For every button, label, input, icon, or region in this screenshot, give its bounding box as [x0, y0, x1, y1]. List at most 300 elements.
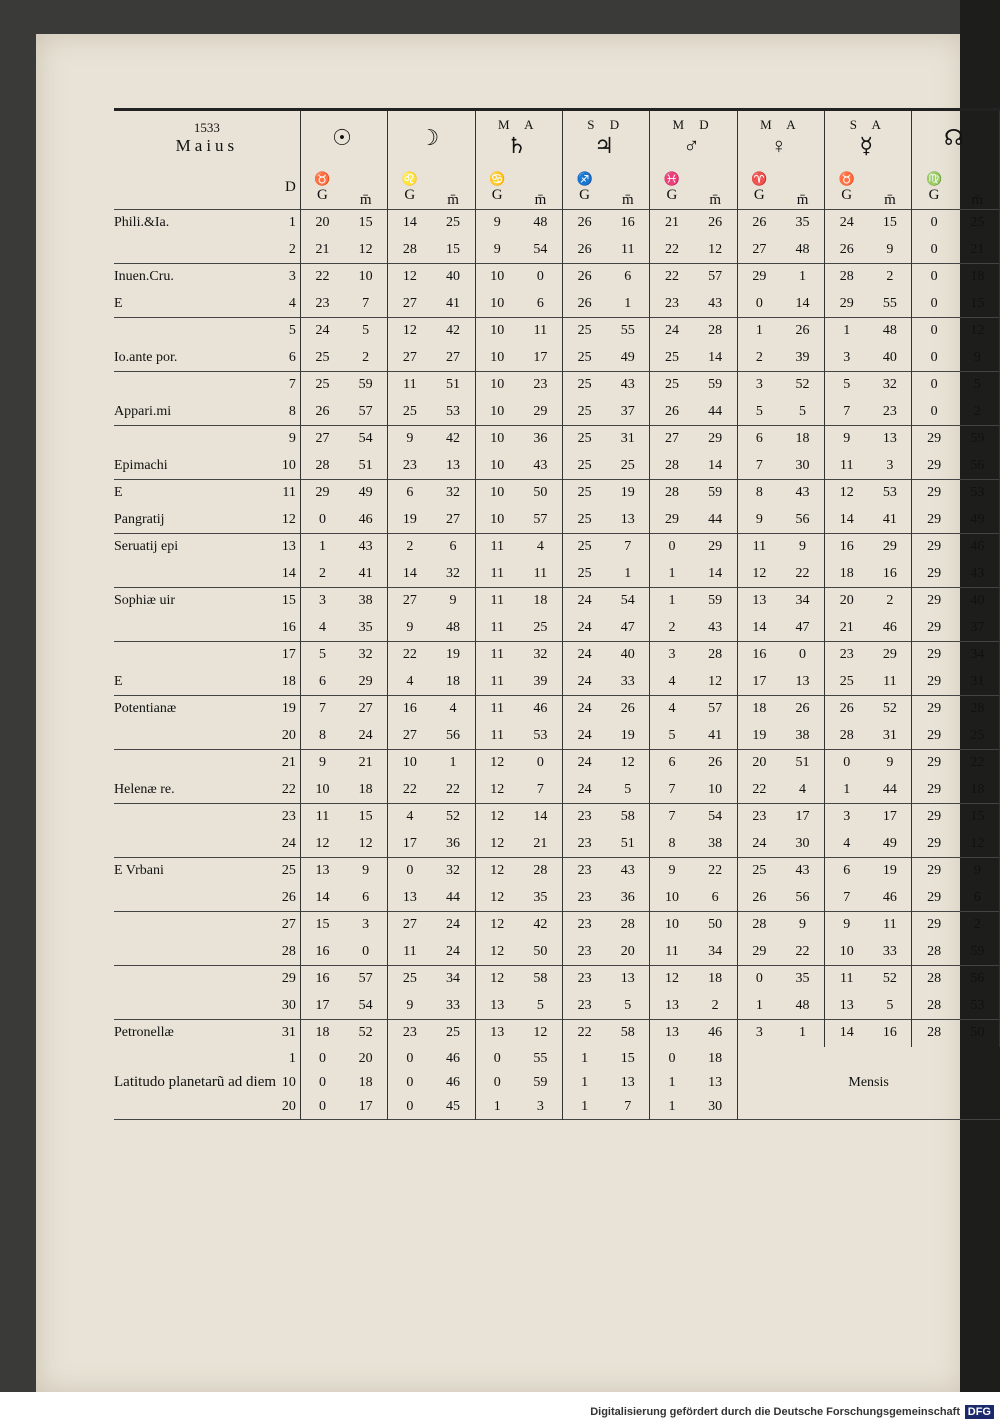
- minutes-label: m̄: [956, 165, 1000, 210]
- table-row: [114, 561, 1000, 588]
- value-cell: 24: [344, 723, 388, 750]
- latitude-value: 0: [668, 1050, 676, 1066]
- value-cell: 58: [606, 804, 650, 831]
- value-cell: 46: [956, 534, 1000, 561]
- value-cell: 32: [431, 561, 475, 588]
- value-cell: 0: [930, 241, 938, 257]
- value-cell: 34: [956, 642, 1000, 669]
- value-cell: 12: [344, 831, 388, 858]
- value-cell: 43: [519, 453, 563, 480]
- value-cell: 27: [402, 349, 417, 365]
- latitude-value: 46: [431, 1047, 475, 1071]
- table-row: [114, 372, 1000, 399]
- value-cell: 26: [664, 403, 679, 419]
- value-cell: 28: [664, 457, 679, 473]
- value-cell: 0: [519, 264, 563, 291]
- degrees-label: G: [841, 186, 853, 203]
- value-cell: 59: [956, 426, 1000, 453]
- table-row: [114, 858, 1000, 885]
- value-cell: 8: [668, 835, 676, 851]
- latitude-value: 0: [493, 1050, 501, 1066]
- feast-name: Seruatĳ epi: [114, 539, 179, 555]
- day-number: 19: [276, 696, 300, 723]
- value-cell: 29: [927, 889, 942, 905]
- value-cell: 25: [315, 349, 330, 365]
- value-cell: 20: [752, 755, 767, 771]
- value-cell: 6: [668, 755, 676, 771]
- value-cell: 9: [318, 755, 326, 771]
- value-cell: 10: [694, 777, 738, 804]
- value-cell: 10: [490, 511, 505, 527]
- feast-name: Phili.&Ia.: [114, 215, 170, 231]
- value-cell: 21: [315, 241, 330, 257]
- planet-aspect-letters: M A: [498, 117, 540, 132]
- value-cell: 2: [694, 993, 738, 1020]
- day-number: 23: [276, 804, 300, 831]
- value-cell: 21: [519, 831, 563, 858]
- value-cell: 6: [843, 863, 851, 879]
- value-cell: 23: [577, 889, 592, 905]
- value-cell: 40: [431, 264, 475, 291]
- degrees-label-cell: [562, 165, 606, 210]
- value-cell: 21: [344, 750, 388, 777]
- value-cell: 43: [781, 480, 825, 507]
- value-cell: 14: [402, 215, 417, 231]
- day-number: 1: [276, 210, 300, 237]
- value-cell: 29: [868, 642, 912, 669]
- value-cell: 11: [490, 565, 504, 581]
- value-cell: 27: [344, 696, 388, 723]
- value-cell: 18: [344, 777, 388, 804]
- value-cell: 11: [839, 457, 854, 473]
- value-cell: 28: [315, 457, 330, 473]
- value-cell: 34: [781, 588, 825, 615]
- value-cell: 7: [843, 889, 851, 905]
- value-cell: 3: [843, 809, 851, 825]
- value-cell: 12: [839, 485, 854, 501]
- value-cell: 7: [668, 781, 676, 797]
- value-cell: 51: [606, 831, 650, 858]
- value-cell: 44: [694, 399, 738, 426]
- value-cell: 26: [752, 889, 767, 905]
- day-number: 15: [276, 588, 300, 615]
- minutes-label: m̄: [519, 165, 563, 210]
- value-cell: 26: [694, 210, 738, 237]
- value-cell: 43: [606, 372, 650, 399]
- value-cell: 35: [344, 615, 388, 642]
- value-cell: 56: [431, 723, 475, 750]
- degrees-label-cell: [912, 165, 956, 210]
- day-number: 18: [276, 669, 300, 696]
- value-cell: 6: [606, 264, 650, 291]
- latitude-value: 13: [694, 1071, 738, 1095]
- value-cell: 15: [956, 804, 1000, 831]
- value-cell: 38: [694, 831, 738, 858]
- value-cell: 24: [577, 727, 592, 743]
- value-cell: 19: [402, 511, 417, 527]
- minutes-label: m̄: [694, 165, 738, 210]
- value-cell: 29: [927, 647, 942, 663]
- value-cell: 57: [344, 399, 388, 426]
- minutes-label: m̄: [606, 165, 650, 210]
- value-cell: 0: [930, 269, 938, 285]
- year-label: 1533: [193, 120, 220, 135]
- degrees-label-cell: [737, 165, 781, 210]
- value-cell: 49: [956, 507, 1000, 534]
- feast-name: [114, 615, 276, 642]
- value-cell: 1: [755, 323, 763, 339]
- value-cell: 24: [315, 323, 330, 339]
- value-cell: 14: [839, 1025, 854, 1041]
- value-cell: 27: [402, 727, 417, 743]
- value-cell: 43: [606, 858, 650, 885]
- value-cell: 17: [752, 673, 767, 689]
- value-cell: 18: [781, 426, 825, 453]
- table-row: [114, 804, 1000, 831]
- feast-name: [114, 885, 276, 912]
- feast-name: Helenæ re.: [114, 781, 175, 797]
- value-cell: 35: [781, 966, 825, 993]
- value-cell: 28: [664, 485, 679, 501]
- value-cell: 25: [956, 723, 1000, 750]
- latitude-value: 30: [694, 1095, 738, 1120]
- value-cell: 25: [577, 349, 592, 365]
- value-cell: 59: [344, 372, 388, 399]
- value-cell: 46: [519, 696, 563, 723]
- value-cell: 42: [431, 426, 475, 453]
- value-cell: 27: [315, 431, 330, 447]
- value-cell: 20: [606, 939, 650, 966]
- planet-symbol-icon: ♂: [683, 133, 704, 158]
- value-cell: 53: [431, 399, 475, 426]
- value-cell: 22: [752, 781, 767, 797]
- value-cell: 6: [956, 885, 1000, 912]
- value-cell: 56: [781, 507, 825, 534]
- value-cell: 13: [664, 1025, 679, 1041]
- value-cell: 33: [431, 993, 475, 1020]
- month-label: Maius: [175, 136, 239, 155]
- planet-header: [825, 110, 912, 166]
- value-cell: 40: [956, 588, 1000, 615]
- value-cell: 24: [577, 619, 592, 635]
- table-row: [114, 885, 1000, 912]
- value-cell: 1: [431, 750, 475, 777]
- latitude-value: 0: [318, 1098, 326, 1114]
- value-cell: 23: [315, 295, 330, 311]
- value-cell: 14: [781, 291, 825, 318]
- value-cell: 1: [781, 1020, 825, 1047]
- value-cell: 0: [406, 863, 414, 879]
- value-cell: 10: [490, 485, 505, 501]
- value-cell: 32: [344, 642, 388, 669]
- planet-header: [300, 110, 387, 166]
- latitude-value: 1: [581, 1098, 589, 1114]
- value-cell: 4: [668, 701, 676, 717]
- degrees-label: G: [317, 186, 328, 203]
- day-number: 21: [276, 750, 300, 777]
- value-cell: 13: [402, 889, 417, 905]
- value-cell: 10: [490, 457, 505, 473]
- value-cell: 41: [868, 507, 912, 534]
- value-cell: 23: [664, 295, 679, 311]
- value-cell: 23: [868, 399, 912, 426]
- value-cell: 19: [606, 723, 650, 750]
- value-cell: 40: [868, 345, 912, 372]
- value-cell: 10: [315, 781, 330, 797]
- value-cell: 29: [927, 701, 942, 717]
- value-cell: 29: [519, 399, 563, 426]
- value-cell: 33: [606, 669, 650, 696]
- value-cell: 15: [431, 237, 475, 264]
- value-cell: 25: [606, 453, 650, 480]
- degrees-label-cell: [825, 165, 869, 210]
- value-cell: 46: [868, 615, 912, 642]
- planet-symbol-icon: ☉: [332, 125, 356, 150]
- value-cell: 29: [927, 809, 942, 825]
- value-cell: 4: [781, 777, 825, 804]
- value-cell: 17: [781, 804, 825, 831]
- latitude-value: 3: [519, 1095, 563, 1120]
- value-cell: 15: [868, 210, 912, 237]
- value-cell: 27: [402, 917, 417, 933]
- day-number: 6: [276, 345, 300, 372]
- value-cell: 32: [431, 480, 475, 507]
- day-number: 8: [276, 399, 300, 426]
- value-cell: 54: [519, 237, 563, 264]
- value-cell: 0: [781, 642, 825, 669]
- table-row: [114, 453, 1000, 480]
- value-cell: 10: [490, 403, 505, 419]
- value-cell: 15: [344, 804, 388, 831]
- value-cell: 1: [781, 264, 825, 291]
- latitude-value: 15: [606, 1047, 650, 1071]
- value-cell: 9: [755, 511, 763, 527]
- value-cell: 11: [665, 943, 679, 959]
- table-row: [114, 318, 1000, 345]
- planet-symbol-icon: ♃: [594, 133, 619, 158]
- value-cell: 26: [781, 696, 825, 723]
- value-cell: 2: [755, 349, 763, 365]
- value-cell: 37: [956, 615, 1000, 642]
- value-cell: 26: [839, 701, 854, 717]
- value-cell: 52: [868, 966, 912, 993]
- value-cell: 29: [927, 565, 942, 581]
- value-cell: 28: [839, 269, 854, 285]
- value-cell: 26: [577, 215, 592, 231]
- value-cell: 27: [402, 593, 417, 609]
- latitude-value: 0: [493, 1074, 501, 1090]
- footer-bar: [0, 1392, 1000, 1426]
- value-cell: 38: [344, 588, 388, 615]
- value-cell: 19: [868, 858, 912, 885]
- value-cell: 25: [431, 1020, 475, 1047]
- value-cell: 29: [927, 485, 942, 501]
- value-cell: 28: [927, 943, 942, 959]
- value-cell: 11: [752, 539, 767, 555]
- value-cell: 23: [577, 997, 592, 1013]
- value-cell: 1: [843, 781, 851, 797]
- value-cell: 11: [403, 377, 417, 393]
- feast-name: Epimachi: [114, 457, 168, 473]
- latitude-value: 0: [406, 1050, 414, 1066]
- latitude-value: 46: [431, 1071, 475, 1095]
- value-cell: 18: [839, 565, 854, 581]
- value-cell: 35: [781, 210, 825, 237]
- value-cell: 29: [927, 727, 942, 743]
- day-number: 24: [276, 831, 300, 858]
- day-number: 10: [276, 453, 300, 480]
- planet-aspect-letters: M A: [760, 117, 802, 132]
- value-cell: 12: [956, 831, 1000, 858]
- value-cell: 43: [956, 561, 1000, 588]
- value-cell: 13: [839, 997, 854, 1013]
- value-cell: 19: [752, 727, 767, 743]
- ephemeris-body: [114, 110, 1000, 1120]
- value-cell: 25: [577, 457, 592, 473]
- value-cell: 13: [606, 966, 650, 993]
- day-number: 14: [276, 561, 300, 588]
- day-number: 5: [276, 318, 300, 345]
- value-cell: 38: [781, 723, 825, 750]
- table-row: [114, 507, 1000, 534]
- value-cell: 46: [868, 885, 912, 912]
- value-cell: 25: [577, 565, 592, 581]
- value-cell: 25: [577, 377, 592, 393]
- value-cell: 4: [318, 619, 326, 635]
- value-cell: 7: [344, 291, 388, 318]
- value-cell: 25: [752, 863, 767, 879]
- value-cell: 11: [490, 539, 504, 555]
- value-cell: 27: [402, 295, 417, 311]
- value-cell: 54: [606, 588, 650, 615]
- day-number: 9: [276, 426, 300, 453]
- feast-name: [114, 642, 276, 669]
- day-number: 25: [276, 858, 300, 885]
- day-number: 12: [276, 507, 300, 534]
- value-cell: 13: [868, 426, 912, 453]
- value-cell: 19: [431, 642, 475, 669]
- value-cell: 24: [664, 323, 679, 339]
- value-cell: 18: [694, 966, 738, 993]
- value-cell: 12: [490, 917, 505, 933]
- value-cell: 2: [318, 565, 326, 581]
- value-cell: 47: [781, 615, 825, 642]
- table-row: [114, 696, 1000, 723]
- value-cell: 23: [577, 917, 592, 933]
- header-spacer: [114, 165, 276, 210]
- value-cell: 28: [694, 318, 738, 345]
- degrees-label-cell: [300, 165, 344, 210]
- table-row: [114, 777, 1000, 804]
- value-cell: 22: [664, 241, 679, 257]
- value-cell: 25: [577, 511, 592, 527]
- value-cell: 18: [519, 588, 563, 615]
- value-cell: 44: [694, 507, 738, 534]
- table-row: [114, 345, 1000, 372]
- value-cell: 1: [318, 539, 326, 555]
- latitude-value: 1: [668, 1074, 676, 1090]
- feast-name: [114, 912, 276, 939]
- day-number: 27: [276, 912, 300, 939]
- value-cell: 9: [843, 917, 851, 933]
- value-cell: 7: [318, 701, 326, 717]
- value-cell: 30: [781, 831, 825, 858]
- value-cell: 13: [606, 507, 650, 534]
- planet-symbol-icon: ♀: [770, 133, 792, 158]
- value-cell: 2: [956, 399, 1000, 426]
- value-cell: 18: [956, 264, 1000, 291]
- value-cell: 29: [927, 431, 942, 447]
- value-cell: 5: [843, 377, 851, 393]
- value-cell: 5: [606, 777, 650, 804]
- value-cell: 3: [755, 377, 763, 393]
- value-cell: 22: [956, 750, 1000, 777]
- value-cell: 29: [664, 511, 679, 527]
- value-cell: 7: [668, 809, 676, 825]
- day-number: 11: [276, 480, 300, 507]
- value-cell: 49: [868, 831, 912, 858]
- value-cell: 17: [868, 804, 912, 831]
- table-row: [114, 831, 1000, 858]
- value-cell: 2: [406, 539, 414, 555]
- value-cell: 10: [490, 269, 505, 285]
- value-cell: 46: [694, 1020, 738, 1047]
- value-cell: 43: [694, 615, 738, 642]
- value-cell: 26: [694, 750, 738, 777]
- value-cell: 0: [668, 539, 676, 555]
- value-cell: 28: [839, 727, 854, 743]
- value-cell: 11: [839, 971, 854, 987]
- value-cell: 9: [431, 588, 475, 615]
- value-cell: 29: [927, 457, 942, 473]
- planet-aspect-letters: M D: [672, 117, 715, 132]
- value-cell: 23: [577, 835, 592, 851]
- value-cell: 11: [490, 619, 504, 635]
- value-cell: 7: [519, 777, 563, 804]
- table-row: [114, 723, 1000, 750]
- value-cell: 12: [315, 835, 330, 851]
- value-cell: 39: [519, 669, 563, 696]
- value-cell: 54: [694, 804, 738, 831]
- degrees-label-cell: [475, 165, 519, 210]
- feast-name: Petronellæ: [114, 1025, 174, 1041]
- value-cell: 10: [490, 431, 505, 447]
- value-cell: 14: [839, 511, 854, 527]
- value-cell: 48: [781, 237, 825, 264]
- value-cell: 12: [490, 971, 505, 987]
- value-cell: 41: [694, 723, 738, 750]
- value-cell: 12: [490, 943, 505, 959]
- planet-header: [562, 110, 649, 166]
- table-row: [114, 750, 1000, 777]
- value-cell: 25: [519, 615, 563, 642]
- value-cell: 43: [781, 858, 825, 885]
- value-cell: 53: [868, 480, 912, 507]
- latitude-value: 17: [344, 1095, 388, 1120]
- latitude-value: 0: [318, 1074, 326, 1090]
- value-cell: 23: [402, 1025, 417, 1041]
- value-cell: 36: [606, 885, 650, 912]
- value-cell: 4: [843, 835, 851, 851]
- value-cell: 1: [606, 561, 650, 588]
- value-cell: 12: [490, 755, 505, 771]
- latitude-value: 1: [581, 1074, 589, 1090]
- planet-header: [737, 110, 824, 166]
- degrees-label: G: [491, 186, 503, 203]
- value-cell: 22: [402, 647, 417, 663]
- value-cell: 28: [956, 696, 1000, 723]
- table-row: [114, 588, 1000, 615]
